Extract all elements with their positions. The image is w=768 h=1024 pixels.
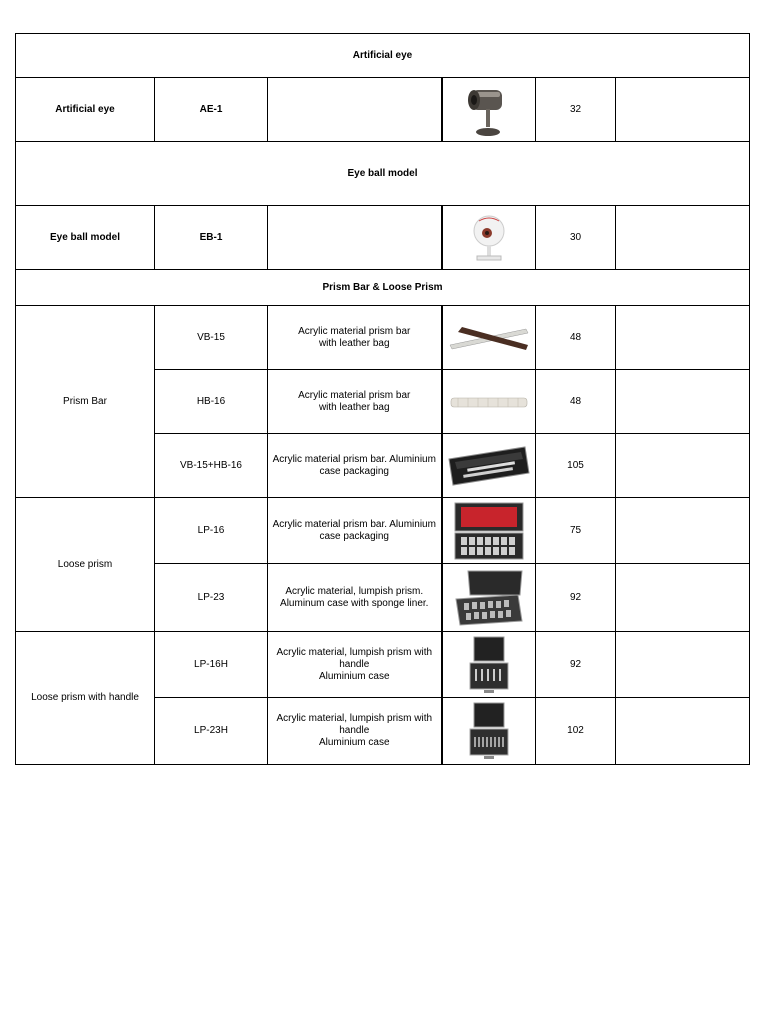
description-cell: Acrylic material prism bar. Aluminium case packaging [268,498,442,564]
loose-prism-sponge-case-image [452,569,526,627]
model-cell: VB-15+HB-16 [155,434,268,498]
model-cell: EB-1 [155,206,268,270]
extra-cell [616,498,750,564]
product-image-cell [442,698,536,765]
model-cell: LP-23 [155,564,268,632]
product-image-cell [442,498,536,564]
loose-prism-red-case-image [453,501,525,561]
horizontal-prism-bar-image [448,392,530,412]
product-group-cell: Prism Bar [16,306,155,498]
description-cell: Acrylic material prism bar with leather bag [268,306,442,370]
section-title: Eye ball model [16,142,750,206]
extra-cell [616,306,750,370]
loose-prism-handle-case-large-image [466,701,512,761]
extra-cell [616,370,750,434]
price-cell: 92 [536,632,616,698]
product-image-cell [442,564,536,632]
model-cell: AE-1 [155,78,268,142]
vertical-prism-bar-image [448,323,530,353]
product-group-cell: Loose prism [16,498,155,632]
extra-cell [616,632,750,698]
section-header-row [16,270,750,306]
product-image-cell [442,370,536,434]
table-row [16,306,750,370]
product-group-cell: Eye ball model [16,206,155,270]
description-cell [268,206,442,270]
price-cell: 30 [536,206,616,270]
table-row [16,206,750,270]
table-row [16,498,750,564]
price-cell: 48 [536,370,616,434]
section-title: Artificial eye [16,34,750,78]
price-cell: 92 [536,564,616,632]
product-group-cell: Loose prism with handle [16,632,155,765]
product-image-cell [442,632,536,698]
model-cell: HB-16 [155,370,268,434]
table-row [16,78,750,142]
product-image-cell [442,206,536,270]
section-header-row [16,142,750,206]
product-catalog-table [15,33,750,765]
extra-cell [616,206,750,270]
artificial-eye-product-image [464,82,514,138]
model-cell: VB-15 [155,306,268,370]
model-cell: LP-16H [155,632,268,698]
price-cell: 48 [536,306,616,370]
loose-prism-handle-case-image [466,635,512,695]
section-header-row [16,34,750,78]
table-row [16,632,750,698]
extra-cell [616,434,750,498]
price-cell: 105 [536,434,616,498]
model-cell: LP-16 [155,498,268,564]
prism-bar-aluminium-case-image [447,443,531,489]
product-image-cell [442,78,536,142]
model-cell: LP-23H [155,698,268,765]
section-title: Prism Bar & Loose Prism [16,270,750,306]
product-group-cell: Artificial eye [16,78,155,142]
eyeball-model-product-image [469,211,509,265]
description-cell: Acrylic material, lumpish prism. Aluminum case with sponge liner. [268,564,442,632]
description-cell [268,78,442,142]
extra-cell [616,78,750,142]
product-image-cell [442,306,536,370]
extra-cell [616,564,750,632]
extra-cell [616,698,750,765]
description-cell: Acrylic material, lumpish prism with handle Aluminium case [268,698,442,765]
description-cell: Acrylic material prism bar. Aluminium case packaging [268,434,442,498]
price-cell: 32 [536,78,616,142]
price-cell: 75 [536,498,616,564]
description-cell: Acrylic material prism bar with leather bag [268,370,442,434]
product-image-cell [442,434,536,498]
description-cell: Acrylic material, lumpish prism with handle Aluminium case [268,632,442,698]
price-cell: 102 [536,698,616,765]
